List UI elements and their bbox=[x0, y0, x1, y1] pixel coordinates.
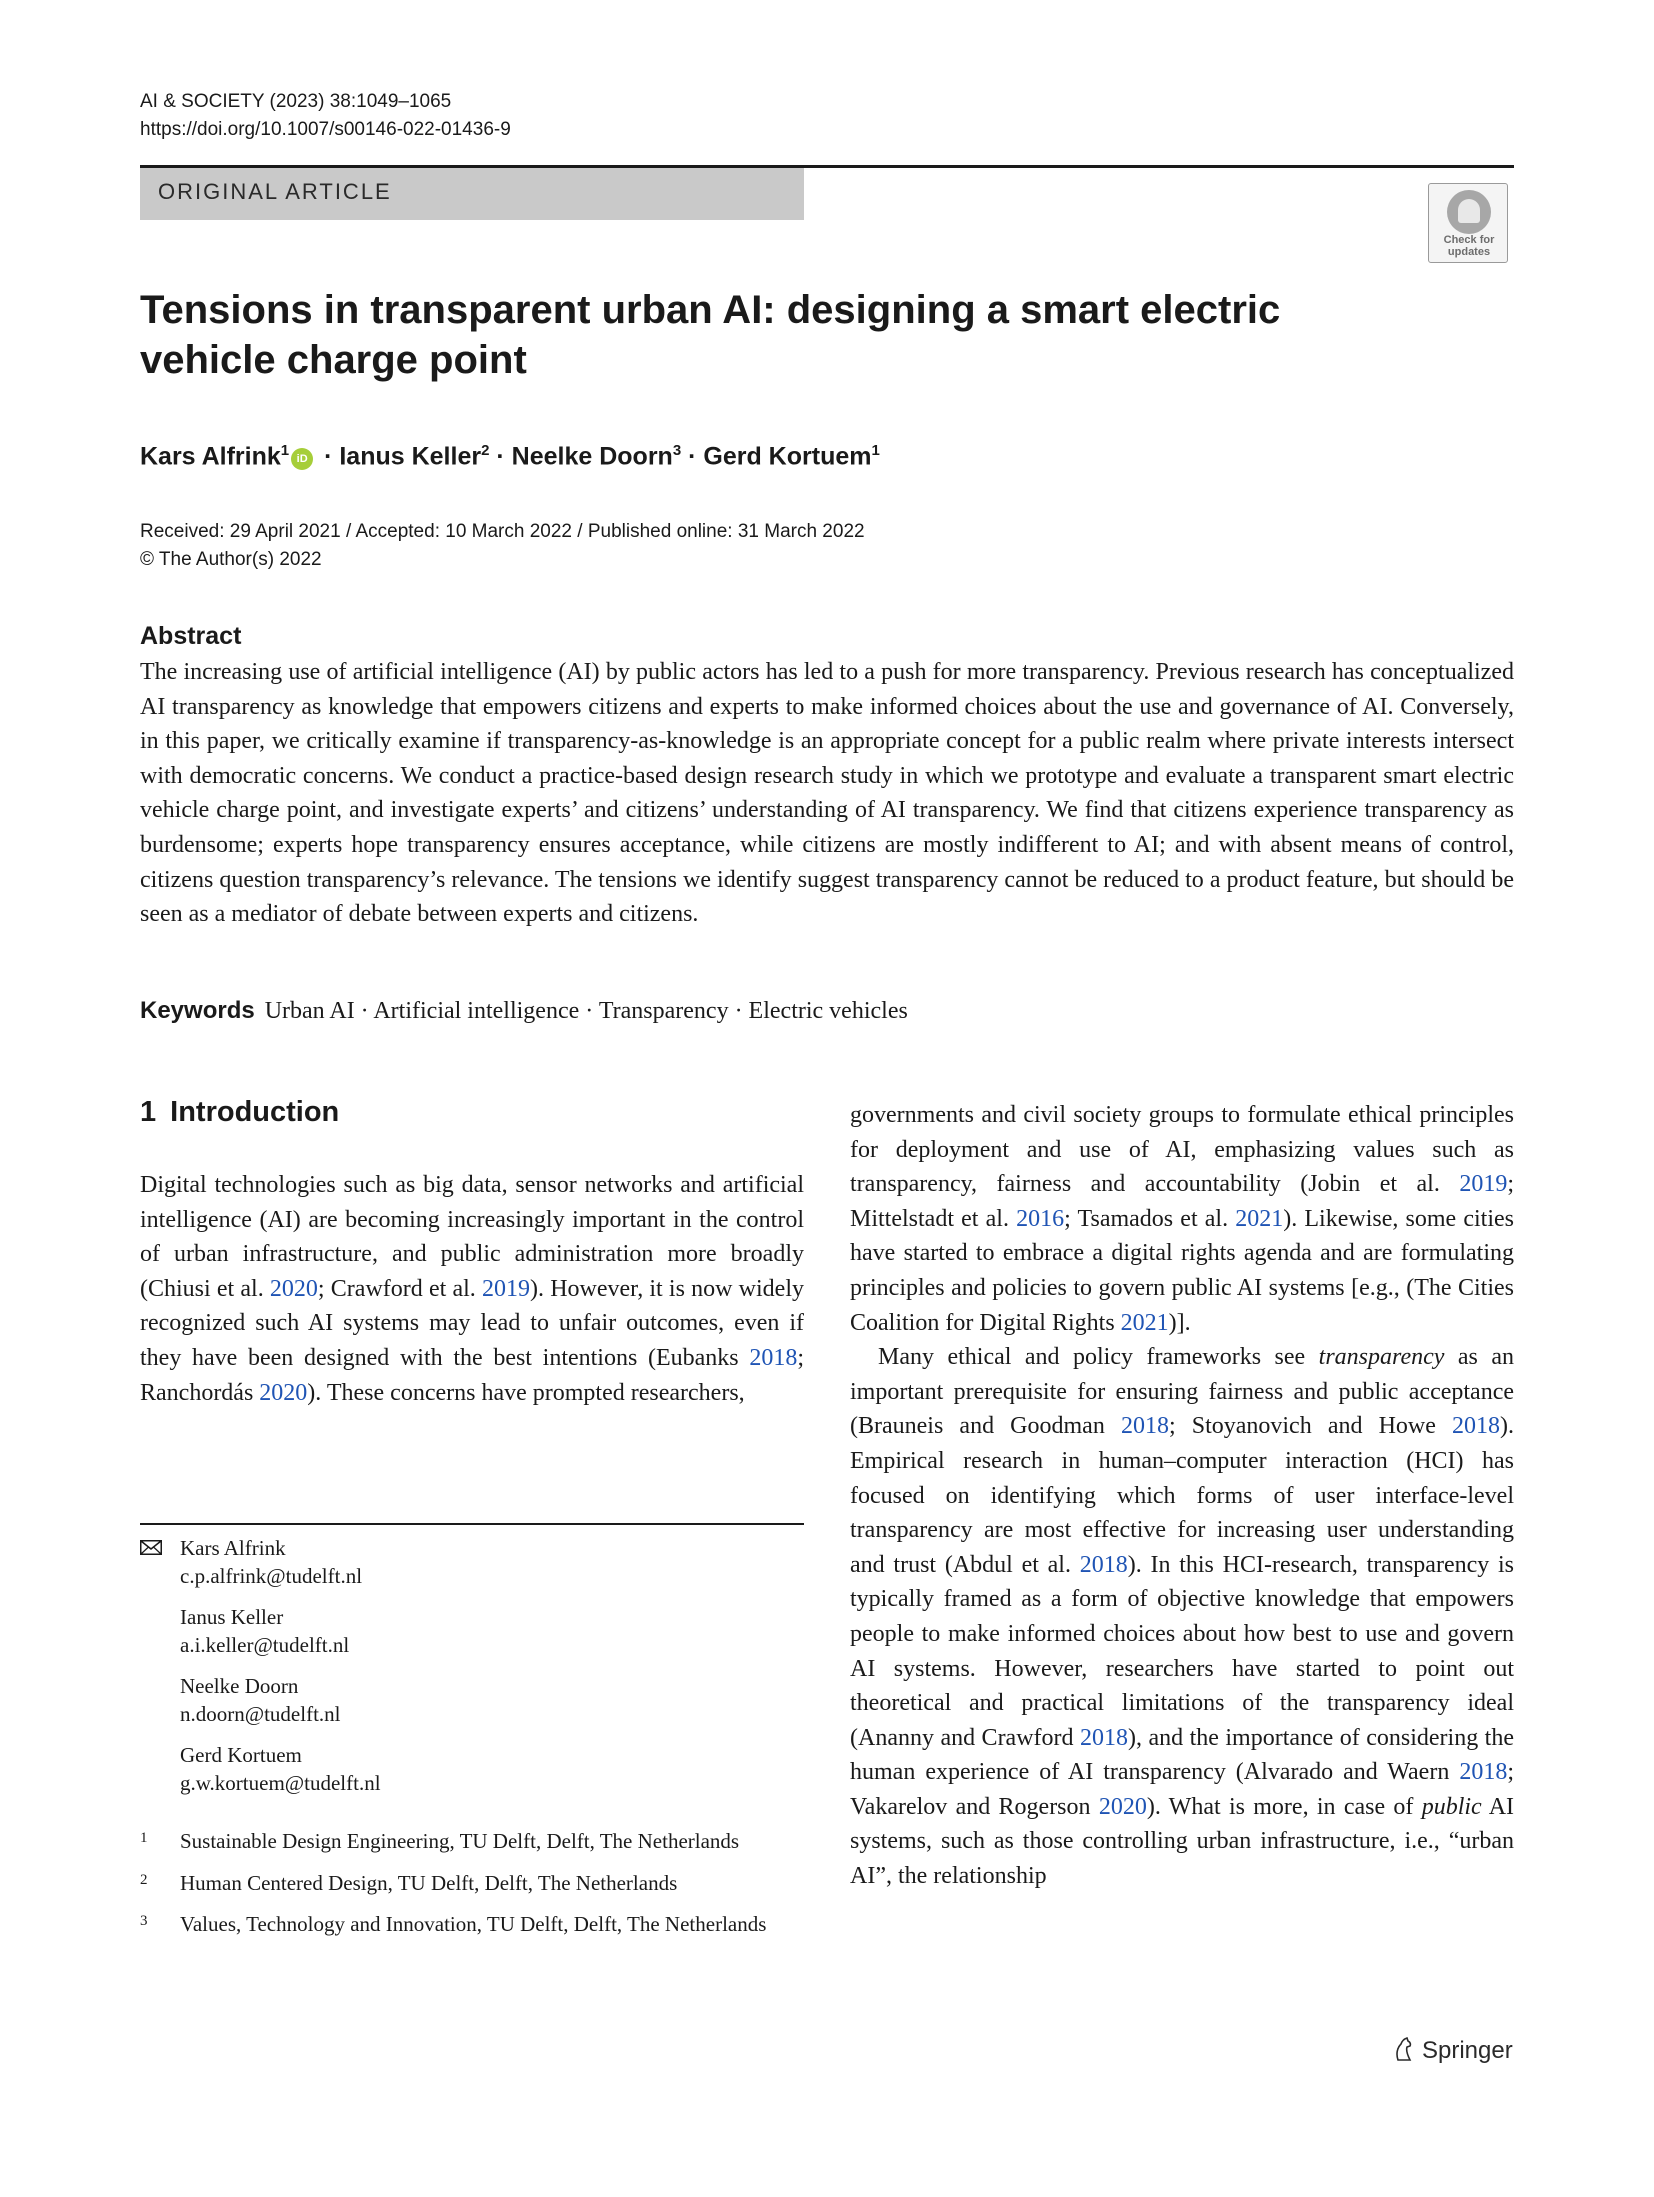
affiliation-number: 3 bbox=[140, 1913, 148, 1929]
contact-entry bbox=[140, 1673, 804, 1728]
author-affiliation-mark: 3 bbox=[672, 442, 682, 459]
contact-name: Kars Alfrink bbox=[180, 1536, 286, 1560]
author-affiliation-mark: 2 bbox=[481, 442, 490, 459]
abstract-heading: Abstract bbox=[140, 622, 242, 650]
contact-name: Ianus Keller bbox=[180, 1605, 284, 1629]
copyright-line: © The Author(s) 2022 bbox=[140, 549, 322, 570]
article-title: Tensions in transparent urban AI: designing a smart electric vehicle charge point bbox=[140, 288, 1281, 382]
history-dates: Received: 29 April 2021 / Accepted: 10 March 2022 / Published online: 31 March 2022 bbox=[140, 521, 865, 542]
paragraph: governments and civil society groups to formulate ethical principles for deployment and use of AI, emphasizing values such as transparency, fairness and accountability (Jobin et al. 2019; Mittelstadt et al. 2016; Tsamados et al. 2021). Likewise, some cities have started to embrace a digital rights agenda and are formulating principles and policies to govern public AI systems [e.g., (The Cities Coalition for Digital Rights 2021)]. bbox=[850, 1102, 1514, 1336]
crossmark-label: Check for updates bbox=[1443, 234, 1495, 258]
citation-link[interactable]: 2021 bbox=[1120, 1309, 1169, 1336]
citation-link[interactable]: 2020 bbox=[269, 1275, 318, 1302]
body-column-left bbox=[140, 1168, 804, 1410]
citation-link[interactable]: 2018 bbox=[1080, 1724, 1128, 1751]
footnote-rule bbox=[140, 1523, 804, 1525]
publication-dates bbox=[140, 518, 865, 574]
article-type-band: ORIGINAL ARTICLE bbox=[140, 168, 804, 220]
citation-link[interactable]: 2019 bbox=[482, 1275, 530, 1302]
contact-name: Neelke Doorn bbox=[180, 1674, 299, 1698]
contact-entry bbox=[140, 1604, 804, 1659]
section-title: Introduction bbox=[170, 1096, 340, 1128]
citation-link[interactable]: 2018 bbox=[1120, 1413, 1169, 1440]
author-list: Kars Alfrink$^1$iD · Ianus Keller$^2$ · Neelke Doorn$^3$ · Gerd Kortuem$^1$ bbox=[140, 442, 880, 471]
emphasis: public bbox=[1421, 1793, 1482, 1820]
affiliation-text: Sustainable Design Engineering, TU Delft, Delft, The Netherlands bbox=[180, 1829, 740, 1853]
body-column-right bbox=[850, 1098, 1514, 1894]
contact-email[interactable]: a.i.keller@tudelft.nl bbox=[180, 1632, 350, 1657]
publisher-name: Springer bbox=[1422, 2037, 1513, 2064]
contact-email[interactable]: c.p.alfrink@tudelft.nl bbox=[180, 1563, 363, 1588]
affiliation-entry bbox=[140, 1870, 804, 1898]
keywords-text: Urban AI · Artificial intelligence · Transparency · Electric vehicles bbox=[264, 998, 908, 1024]
citation-link[interactable]: 2018 bbox=[1452, 1413, 1500, 1440]
citation-link[interactable]: 2016 bbox=[1016, 1205, 1065, 1232]
affiliation-entry bbox=[140, 1911, 804, 1939]
citation-link[interactable]: 2018 bbox=[1459, 1759, 1508, 1786]
crossmark-icon bbox=[1447, 190, 1491, 234]
affiliations bbox=[140, 1828, 804, 1953]
envelope-icon bbox=[140, 1540, 162, 1555]
section-number: 1 bbox=[140, 1096, 157, 1128]
keywords-line bbox=[140, 994, 908, 1028]
journal-citation: AI & SOCIETY (2023) 38:1049–1065 bbox=[140, 91, 452, 112]
contact-name: Gerd Kortuem bbox=[180, 1743, 302, 1767]
affiliation-text: Values, Technology and Innovation, TU Delft, Delft, The Netherlands bbox=[180, 1912, 767, 1936]
citation-link[interactable]: 2018 bbox=[1079, 1551, 1128, 1578]
contact-email[interactable]: n.doorn@tudelft.nl bbox=[180, 1701, 341, 1726]
contact-email[interactable]: g.w.kortuem@tudelft.nl bbox=[180, 1770, 381, 1795]
keywords-label: Keywords bbox=[140, 997, 255, 1024]
springer-horse-icon bbox=[1392, 2036, 1416, 2062]
paragraph: Digital technologies such as big data, sensor networks and artificial intelligence (AI) are becoming increasingly important in the control of urban infrastructure, and public administration more broadly (Chiusi et al. 2020; Crawford et al. 2019). However, it is now widely recognized such AI systems may lead to unfair outcomes, even if they have been designed with the best intentions (Eubanks 2018; Ranchordás 2020). These concerns have prompted researchers, bbox=[140, 1172, 804, 1406]
check-for-updates-badge[interactable] bbox=[1428, 183, 1508, 263]
affiliation-text: Human Centered Design, TU Delft, Delft, The Netherlands bbox=[180, 1870, 678, 1895]
journal-header bbox=[140, 88, 511, 144]
citation-link[interactable]: 2018 bbox=[749, 1344, 798, 1371]
author-affiliation-mark: 1 bbox=[280, 442, 290, 459]
author-contacts bbox=[140, 1535, 804, 1811]
citation-link[interactable]: 2019 bbox=[1459, 1171, 1508, 1198]
author-affiliation-mark: 1 bbox=[871, 442, 880, 459]
contact-entry bbox=[140, 1535, 804, 1590]
publisher-logo bbox=[1392, 2036, 1513, 2065]
section-heading bbox=[140, 1096, 339, 1129]
citation-link[interactable]: 2020 bbox=[259, 1379, 308, 1406]
author-name: Gerd Kortuem bbox=[703, 442, 872, 471]
citation-link[interactable]: 2020 bbox=[1098, 1793, 1147, 1820]
author-name: Neelke Doorn bbox=[511, 442, 673, 471]
orcid-icon[interactable]: iD bbox=[291, 448, 313, 470]
affiliation-entry bbox=[140, 1828, 804, 1856]
affiliation-number: 1 bbox=[140, 1830, 148, 1846]
affiliation-number: 2 bbox=[140, 1871, 148, 1888]
author-name: Kars Alfrink bbox=[140, 442, 281, 471]
abstract-text: The increasing use of artificial intelligence (AI) by public actors has led to a push for more transparency. Previous research has conceptualized AI transparency as knowledge that empowers citizens and experts to make informed choices about the use and governance of AI. Conversely, in this paper, we critically examine if transparency-as-knowledge is an appropriate concept for a public realm where private interests intersect with democratic concerns. We conduct a practice-based design research study in which we prototype and evaluate a transparent smart electric vehicle charge point, and investigate experts’ and citizens’ understanding of AI transparency. We find that citizens experience transparency as burdensome; experts hope transparency ensures acceptance, while citizens are mostly indifferent to AI; and with absent means of control, citizens question transparency’s relevance. The tensions we identify suggest transparency cannot be reduced to a product feature, but should be seen as a mediator of debate between experts and citizens. bbox=[140, 659, 1514, 928]
citation-link[interactable]: 2021 bbox=[1235, 1205, 1284, 1232]
author-name: Ianus Keller bbox=[339, 442, 482, 471]
emphasis: transparency bbox=[1318, 1344, 1445, 1371]
doi-link[interactable]: https://doi.org/10.1007/s00146-022-01436-9 bbox=[140, 119, 511, 140]
paragraph: Many ethical and policy frameworks see transparency as an important prerequisite for ensuring fairness and public acceptance (Brauneis and Goodman 2018; Stoyanovich and Howe 2018). Empirical research in human–computer interaction (HCI) has focused on identifying which forms of user interface-level transparency are most effective for increasing user understanding and trust (Abdul et al. 2018). In this HCI-research, transparency is typically framed as a form of objective knowledge that empowers people to make informed choices about how best to use and govern AI systems. However, researchers have started to point out theoretical and practical limitations of the transparency ideal (Ananny and Crawford 2018), and the importance of considering the human experience of AI transparency (Alvarado and Waern 2018; Vakarelov and Rogerson 2020). What is more, in case of public AI systems, such as those controlling urban infrastructure, i.e., “urban AI”, the relationship bbox=[850, 1344, 1515, 1890]
contact-entry bbox=[140, 1742, 804, 1797]
